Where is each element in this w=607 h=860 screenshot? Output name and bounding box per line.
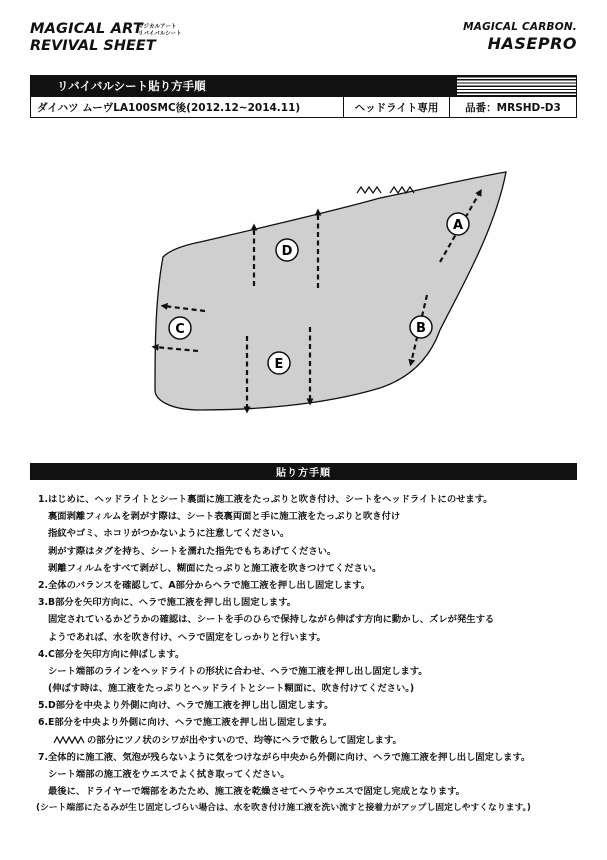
brand-left-kana: マジカルアート リバイバルシート: [138, 24, 182, 37]
steps-title: 貼り方手順: [276, 468, 331, 479]
label-e-text: E: [274, 357, 284, 372]
step-text: 3.B部分を矢印方向に、ヘラで施工液を押し出し固定します。: [38, 597, 297, 609]
step-text: 7.全体的に施工液、気泡が残らないように気をつけながら中央から外側に向け、ヘラで施工液を押し出し固定します。: [38, 751, 531, 763]
step-text: の部分にツノ状のシワが出やすいので、均等にヘラで散らして固定します。: [87, 734, 402, 746]
step-text: 2.全体のバランスを確認して、A部分からヘラで施工液を押し出し固定します。: [38, 579, 371, 591]
step-text: 固定されているかどうかの確認は、シートを手のひらで保持しながら伸ばす方向に動かし、ズレが発生する: [48, 614, 495, 626]
instruction-steps: [38, 491, 578, 818]
step-text: 裏面剥離フィルムを剥がす際は、シート表裏両面と手に施工液をたっぷりと吹き付け: [48, 511, 401, 523]
step-line: [38, 646, 578, 663]
title-bar: [30, 75, 577, 97]
step-line: [38, 680, 578, 697]
step-text: 最後に、ドライヤーで端部をあたため、施工液を乾燥させてヘラやウエスで固定し完成となります。: [48, 786, 465, 798]
step-line: [38, 732, 578, 749]
step-line: [38, 629, 578, 646]
brand-logo-right: [463, 22, 577, 52]
label-b-text: B: [416, 321, 426, 336]
usage-label: ヘッドライト専用: [344, 97, 450, 117]
brand-right-line1: MAGICAL CARBON.: [463, 21, 577, 33]
label-d: [276, 239, 298, 261]
label-c: [169, 317, 191, 339]
step-text: シート端部のラインをヘッドライトの形状に合わせ、ヘラで施工液を押し出し固定します。: [48, 665, 428, 677]
step-text: (伸ばす時は、施工液をたっぷりとヘッドライトとシート糊面に、吹き付けてください。): [48, 683, 415, 695]
label-a-text: A: [452, 218, 464, 233]
step-text: ようであれば、水を吹き付け、ヘラで固定をしっかりと行います。: [48, 631, 326, 643]
brand-logo-left: [30, 21, 182, 54]
brand-left-line1: MAGICAL ART: [30, 21, 143, 37]
title-stripes: [457, 76, 576, 96]
part-number: 品番：MRSHD-D3: [465, 101, 561, 114]
step-line: [38, 508, 578, 525]
step-text: 1.はじめに、ヘッドライトとシート裏面に施工液をたっぷりと吹き付け、シートをヘッドライトにのせます。: [38, 494, 493, 505]
step-line: [38, 611, 578, 628]
step-text: 5.D部分を中央より外側に向け、ヘラで施工液を押し出し固定します。: [38, 700, 334, 712]
step-text: 剥離フィルムをすべて剥がし、糊面にたっぷりと施工液を吹きつけてください。: [48, 562, 382, 574]
step-line: [38, 766, 578, 783]
step-text: 6.E部分を中央より外側に向け、ヘラで施工液を押し出し固定します。: [38, 717, 333, 729]
label-d-text: D: [281, 244, 293, 259]
sheet-shape: [155, 172, 506, 410]
step-text: 4.C部分を矢印方向に伸ばします。: [38, 648, 185, 660]
step-line: [38, 594, 578, 611]
step-line: [38, 783, 578, 800]
step-line: [38, 577, 578, 594]
label-c-text: C: [175, 322, 185, 337]
vehicle-model: ダイハツ ムーヴLA100SMC後(2012.12~2014.11): [31, 97, 344, 117]
zigzag-mark-1: [357, 187, 381, 193]
step-text: 指紋やゴミ、ホコリがつかないように注意してください。: [48, 528, 290, 540]
step-text: 剥がす際はタグを持ち、シートを濡れた指先でもちあげてください。: [48, 545, 337, 557]
step-line: [38, 491, 578, 508]
step-line: [38, 663, 578, 680]
label-a: [447, 213, 469, 235]
step-text: シート端部の施工液をウエスでよく拭き取ってください。: [48, 769, 290, 780]
step-line: [38, 525, 578, 542]
info-row: [30, 97, 577, 118]
step-text: (シート端部にたるみが生じ固定しづらい場合は、水を吹き付け施工液を洗い流すと接着力がアップし固定しやすくなります。): [36, 803, 531, 814]
step-line: [36, 800, 578, 817]
step-line: [38, 697, 578, 714]
step-line: [38, 543, 578, 560]
brand-left-line2: REVIVAL SHEET: [30, 37, 156, 54]
step-line: [38, 560, 578, 577]
brand-right-line2: HASEPRO: [487, 33, 577, 53]
step-line: [38, 714, 578, 731]
step-line: [38, 749, 578, 766]
page-title: リバイバルシート貼り方手順: [31, 76, 457, 96]
zigzag-icon: [53, 735, 85, 745]
steps-title-bar: [30, 463, 577, 480]
label-e: [268, 352, 290, 374]
label-b: [410, 316, 432, 338]
headlight-sheet-diagram: [0, 120, 607, 450]
